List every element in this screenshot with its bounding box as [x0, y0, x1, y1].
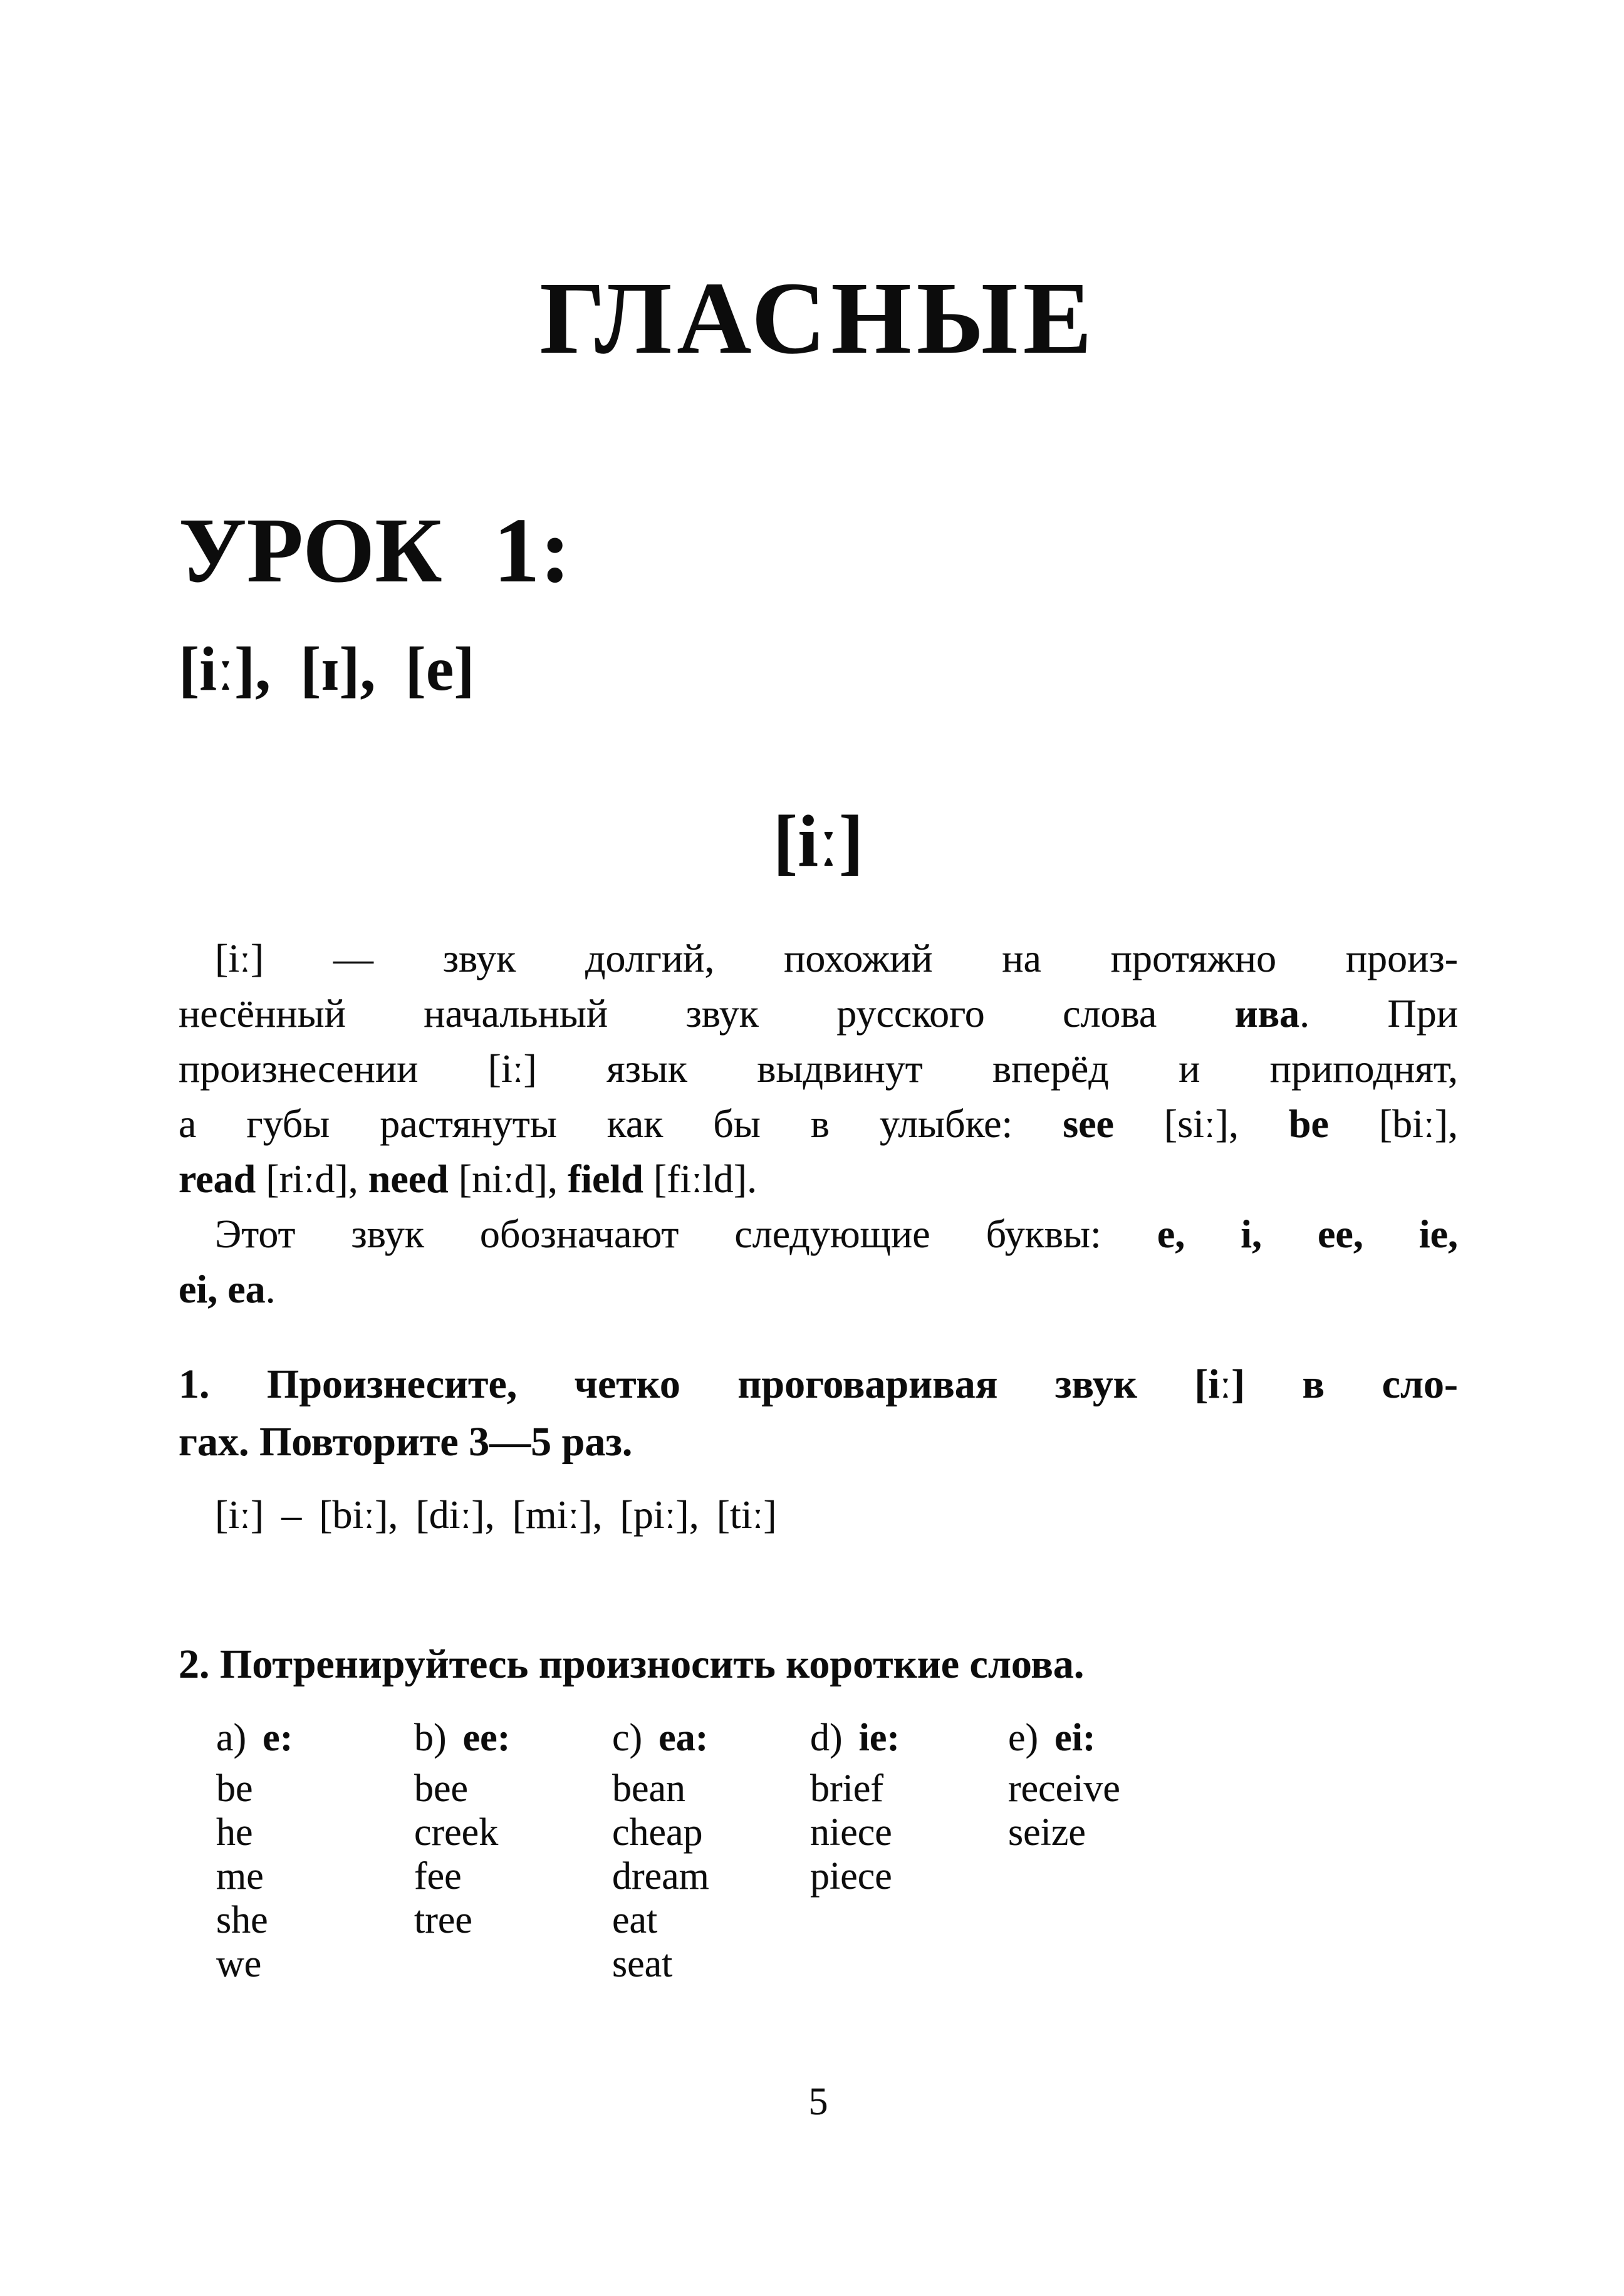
word-table [179, 1714, 1458, 1986]
column-key: e: [263, 1716, 293, 1759]
column-header [612, 1714, 810, 1762]
column-letter: c) [612, 1716, 643, 1759]
word-item: me [216, 1854, 264, 1898]
bold-text: ива [1234, 990, 1300, 1036]
exercise1-syllables: [iː] – [biː], [diː], [miː], [piː], [tiː] [215, 1492, 777, 1537]
sound-heading: [iː] [773, 800, 864, 882]
text-line [179, 1041, 1458, 1096]
text: . [265, 1266, 276, 1311]
column-key: ee: [462, 1716, 511, 1759]
column-header [810, 1714, 1008, 1762]
text-line [179, 1096, 1458, 1151]
word-column [612, 1714, 810, 1986]
word-item: tree [414, 1898, 472, 1941]
column-header [1008, 1714, 1206, 1762]
text: [biː], [1328, 1101, 1459, 1146]
column-header [216, 1714, 414, 1762]
bold-text: ei, ea [179, 1266, 266, 1311]
word-item: we [216, 1942, 262, 1985]
text: [riːd], [256, 1156, 368, 1201]
word-item: bean [612, 1767, 686, 1810]
text: [iː] — звук долгий, похожий на протяжно произ- [215, 935, 1458, 980]
bold-text: be [1288, 1101, 1329, 1146]
word-item: seat [612, 1942, 673, 1985]
word-item: bee [414, 1767, 469, 1810]
column-key: ie: [858, 1716, 900, 1759]
word-item: dream [612, 1854, 709, 1898]
exercise1-heading-line: 1. Произнесите, четко проговаривая звук [iː] в сло- [179, 1361, 1458, 1407]
exercise2-heading: 2. Потренируйтесь произносить короткие слова. [179, 1641, 1085, 1687]
intro-paragraph [179, 931, 1458, 1207]
text-line [179, 1151, 1458, 1207]
text-line [179, 931, 1458, 986]
text: [siː], [1113, 1101, 1289, 1146]
text: а губы растянуты как бы в улыбке: [179, 1101, 1063, 1146]
word-item: receive [1008, 1767, 1120, 1810]
text: [fiːld]. [643, 1156, 757, 1201]
text-line [179, 1207, 1458, 1262]
word-column [1008, 1714, 1206, 1986]
column-letter: b) [414, 1716, 447, 1759]
text: произнесении [iː] язык выдвинут вперёд и приподнят, [179, 1046, 1458, 1091]
word-item: creek [414, 1810, 499, 1854]
text: [niːd], [448, 1156, 568, 1201]
word-column [216, 1714, 414, 1986]
word-item: fee [414, 1854, 462, 1898]
bold-text: see [1063, 1101, 1114, 1146]
bold-text: field [567, 1156, 643, 1201]
page-content [179, 261, 1459, 2124]
section-title: ГЛАСНЫЕ [539, 261, 1097, 375]
lesson-sounds: [iː], [ɪ], [e] [179, 634, 475, 704]
word-item: be [216, 1767, 253, 1810]
word-column [414, 1714, 612, 1986]
text-line [179, 986, 1458, 1041]
word-item: piece [810, 1854, 892, 1898]
word-item: cheap [612, 1810, 703, 1854]
exercise1-heading [179, 1356, 1458, 1471]
column-header [414, 1714, 612, 1762]
exercise1-heading-line: гах. Повторите 3—5 раз. [179, 1418, 633, 1465]
word-item: niece [810, 1810, 892, 1854]
text: Этот звук обозначают следующие буквы: [215, 1211, 1157, 1256]
text: . При [1299, 990, 1459, 1036]
word-item: seize [1008, 1810, 1086, 1854]
bold-text: e, i, ee, ie, [1157, 1211, 1458, 1256]
column-letter: e) [1008, 1716, 1039, 1759]
word-item: he [216, 1810, 253, 1854]
text-line [179, 1262, 1458, 1317]
word-item: brief [810, 1767, 884, 1810]
word-item: she [216, 1898, 268, 1941]
text: несённый начальный звук русского слова [179, 990, 1235, 1036]
word-column [810, 1714, 1008, 1986]
bold-text: read [179, 1156, 256, 1201]
column-letter: d) [810, 1716, 843, 1759]
column-key: ei: [1054, 1716, 1096, 1759]
column-key: ea: [658, 1716, 709, 1759]
word-item: eat [612, 1898, 658, 1941]
column-letter: a) [216, 1716, 247, 1759]
letters-paragraph [179, 1207, 1458, 1317]
page-number: 5 [808, 2080, 828, 2123]
lesson-title: УРОК 1: [179, 499, 571, 602]
bold-text: need [368, 1156, 449, 1201]
